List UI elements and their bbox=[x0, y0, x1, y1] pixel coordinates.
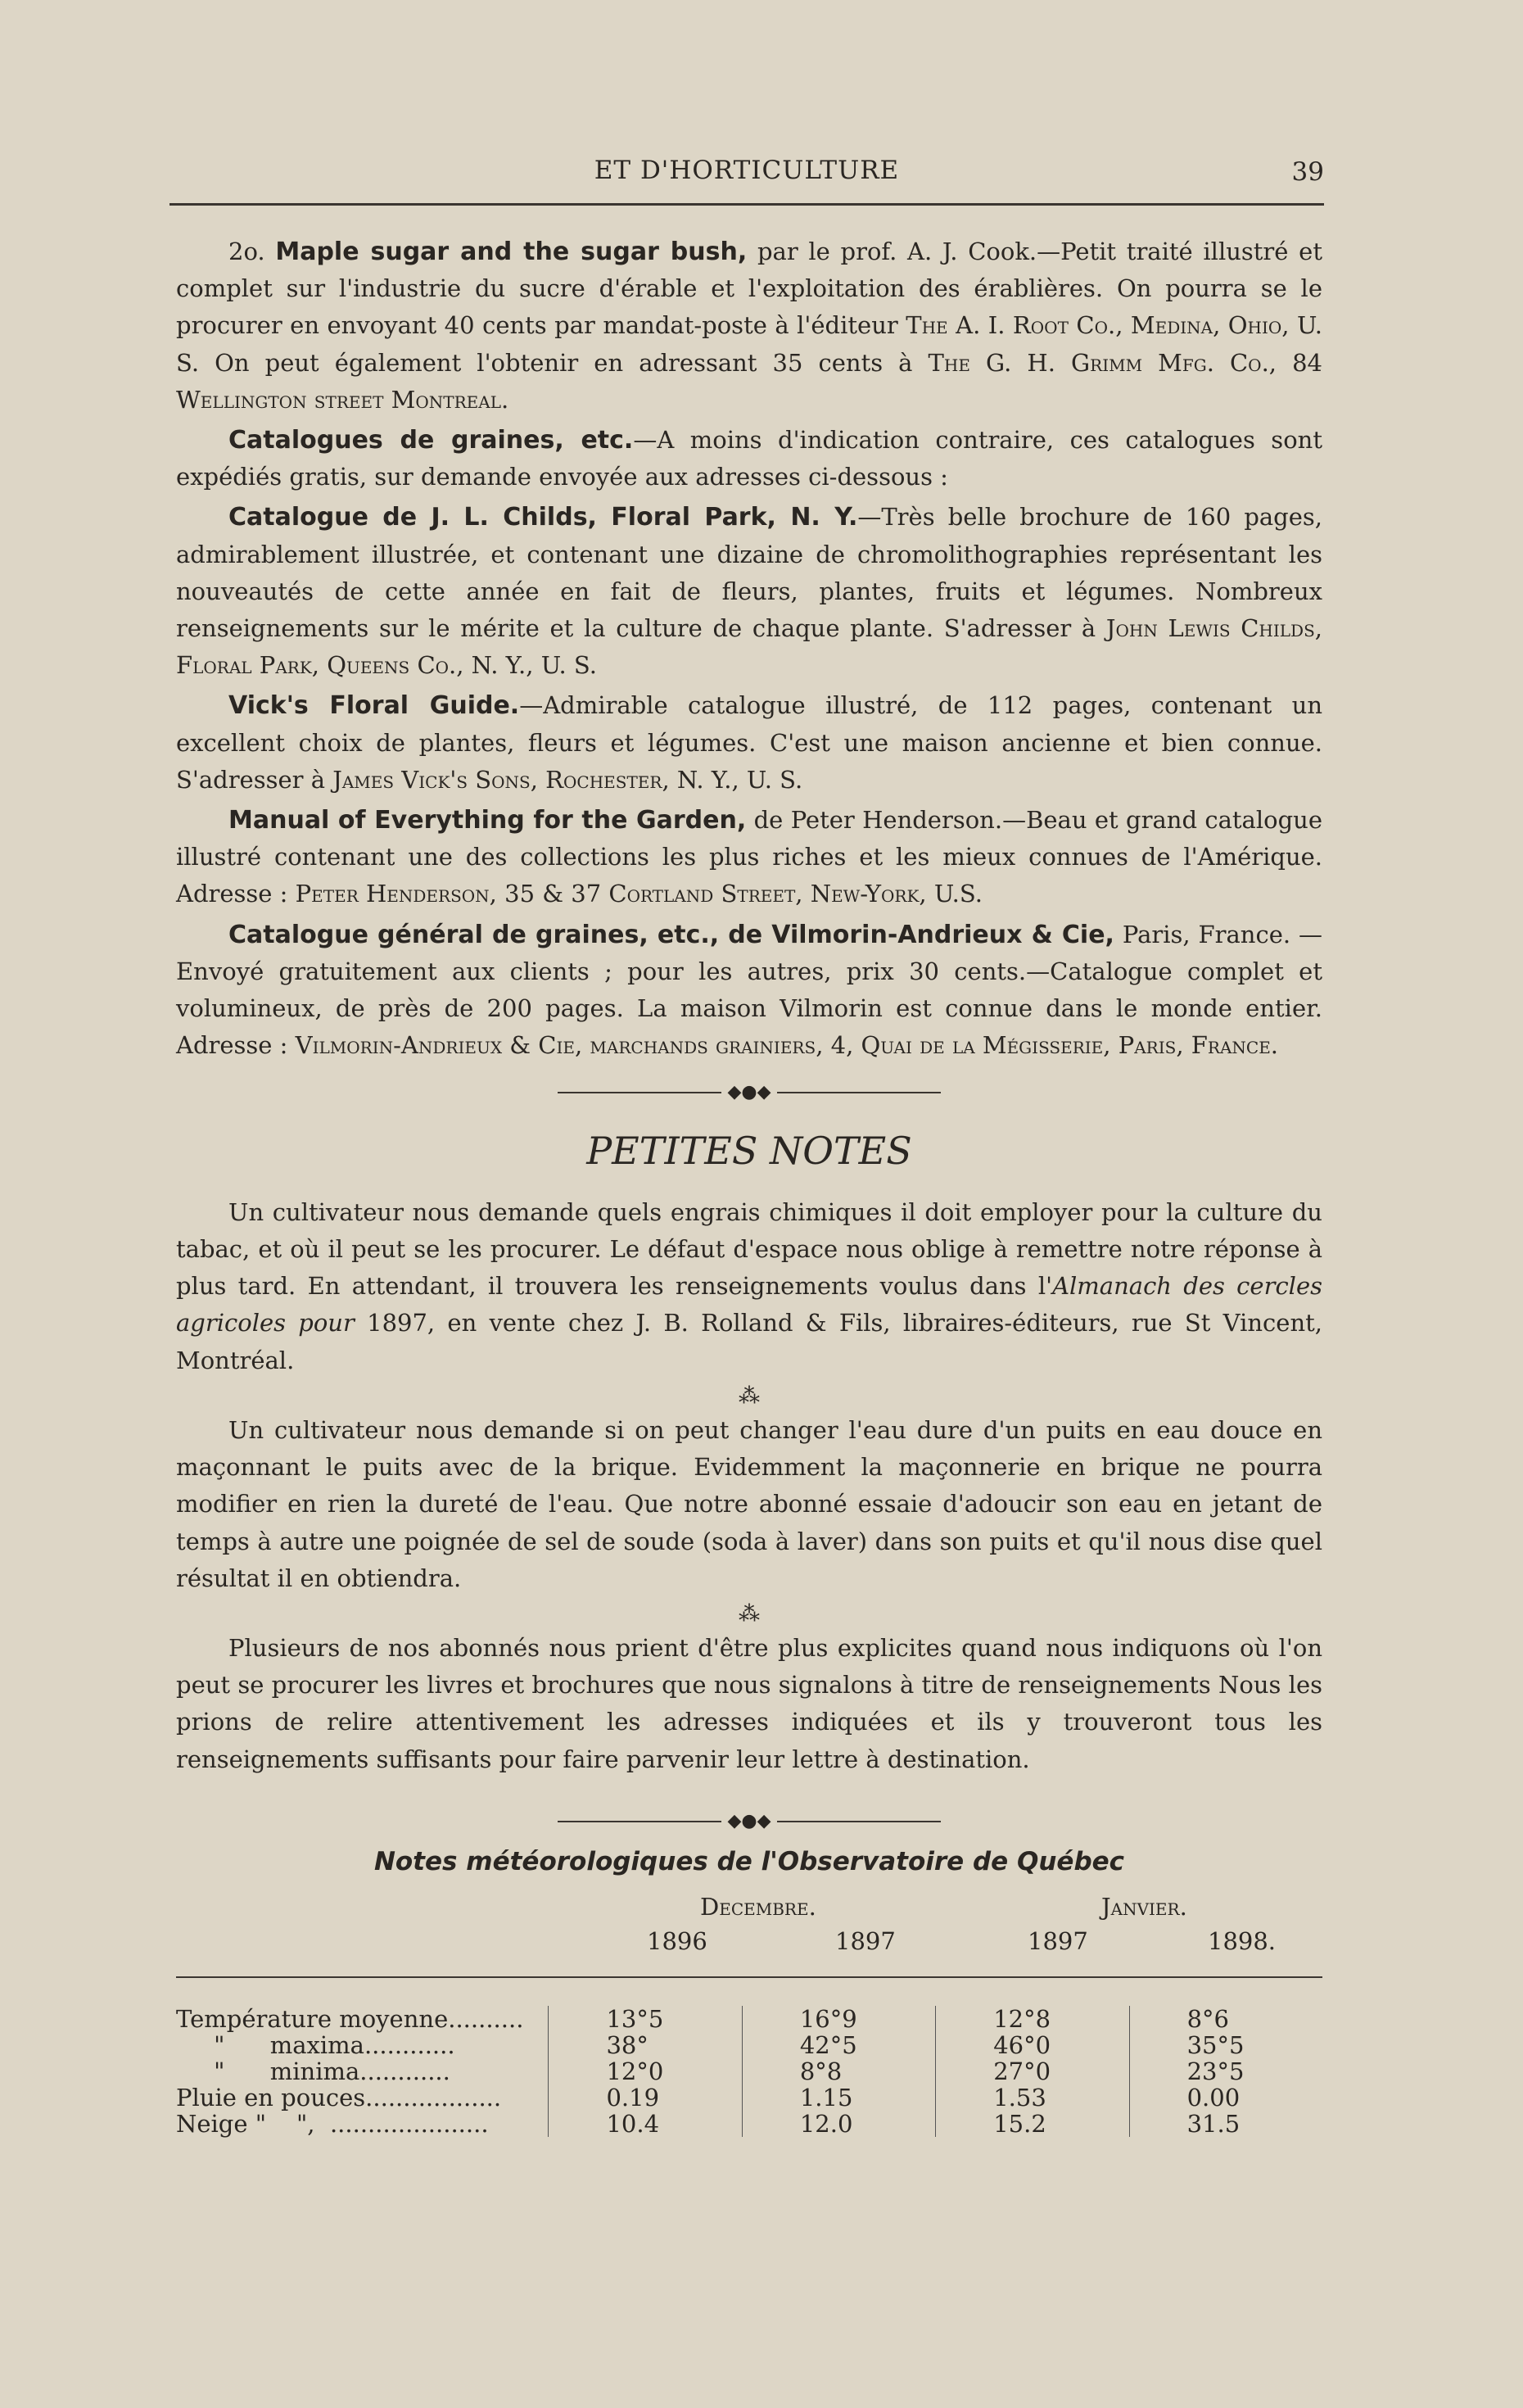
note-italic: Almanach des cercles agricoles pour bbox=[176, 1272, 1322, 1338]
table-row bbox=[176, 2058, 1322, 2084]
cell: 12°8 bbox=[936, 2006, 1129, 2032]
weather-table bbox=[176, 1847, 1322, 2137]
cell: 15.2 bbox=[936, 2111, 1129, 2137]
note-text: 1897, en vente chez J. B. Rolland & Fils, libraires-éditeurs, rue St Vincent, Montréal. bbox=[176, 1309, 1323, 1374]
note-1 bbox=[176, 1194, 1322, 1379]
cell: 38° bbox=[549, 2032, 742, 2058]
table-row bbox=[176, 2006, 1322, 2032]
cell: 8°6 bbox=[1186, 2005, 1229, 2033]
entry-address: John Lewis Childs, Floral Park, Queens Co., N. Y., U. S. bbox=[176, 614, 1323, 680]
note-text: Un cultivateur nous demande quels engrais chimiques il doit employer pour la culture du tabac, et où il peut se les procurer. Le défaut d'espace nous oblige à remettre notre réponse à plus tard. En attendant, il trouvera les renseignements voulus dans l' bbox=[176, 1197, 1322, 1301]
entry-title: Maple sugar and the sugar bush, bbox=[275, 238, 748, 266]
cell: 10.4 bbox=[549, 2111, 742, 2137]
entry-address: James Vick's Sons, Rochester, N. Y., U. S. bbox=[332, 765, 803, 794]
cell: 8°8 bbox=[742, 2058, 935, 2084]
cell: 12.0 bbox=[742, 2111, 935, 2137]
cell: 12°0 bbox=[549, 2058, 742, 2084]
table-rule bbox=[176, 1976, 1322, 1978]
row-label: Température moyenne.......... bbox=[176, 2006, 549, 2032]
paragraph-childs bbox=[176, 499, 1322, 684]
paragraph-vick bbox=[176, 687, 1322, 799]
running-header bbox=[169, 156, 1324, 193]
item-number: 2o. bbox=[228, 238, 265, 265]
row-label: Pluie en pouces.................. bbox=[176, 2084, 549, 2111]
entry-title: Manual of Everything for the Garden, bbox=[228, 806, 747, 835]
cell: 35°5 bbox=[1186, 2031, 1245, 2059]
row-label: Neige " ", ..................... bbox=[176, 2111, 549, 2137]
asterism: ⁂ bbox=[739, 1601, 760, 1627]
asterism: ⁂ bbox=[739, 1383, 760, 1409]
cell: 0.00 bbox=[1186, 2084, 1241, 2112]
entry-text: —A moins d'indication contraire, ces catalogues sont expédiés gratis, sur demande envoyée aux adresses ci-dessous : bbox=[176, 426, 1322, 491]
cell: 46°0 bbox=[936, 2032, 1129, 2058]
cell: 27°0 bbox=[936, 2058, 1129, 2084]
entry-text: —Admirable catalogue illustré, de 112 pages, contenant un excellent choix de plantes, fleurs et légumes. C'est une maison ancienne et bien connue. S'adresser à bbox=[176, 691, 1322, 794]
table-header bbox=[176, 1893, 1322, 1968]
entry-title: Catalogues de graines, etc. bbox=[228, 426, 634, 455]
cell: 16°9 bbox=[742, 2006, 935, 2032]
entry-text: —Très belle brochure de 160 pages, admirablement illustrée, et contenant une dizaine de chromolithographies représentant les nouveautés de cette année en fait de fleurs, plantes, fruits et légumes. Nombreux renseignements sur le mérite et la culture de chaque plante. S'adresser à bbox=[176, 503, 1322, 643]
cell: 0.19 bbox=[549, 2084, 742, 2111]
table-caption: Notes météorologiques de l'Observatoire de Québec bbox=[373, 1847, 1125, 1876]
row-label: " maxima............ bbox=[176, 2032, 549, 2058]
entry-title: Catalogue de J. L. Childs, Floral Park, N. Y. bbox=[228, 503, 858, 532]
cell: 31.5 bbox=[1186, 2110, 1241, 2138]
month-january: Janvier. bbox=[1101, 1893, 1187, 1921]
entry-address: The A. I. Root Co., Medina, Ohio, U. S. bbox=[176, 311, 1322, 377]
paragraph-catalogues bbox=[176, 422, 1322, 496]
table-row bbox=[176, 2111, 1322, 2137]
note-3: Plusieurs de nos abonnés nous prient d'être plus explicites quand nous indiquons où l'on peut se procurer les livres et brochures que nous signalons à titre de renseignements Nous les prions de relire attentivement les adresses indiquées et ils y trouveront tous les renseignements suffisants pour faire parvenir leur lettre à destination. bbox=[176, 1633, 1322, 1773]
running-title: ET D'HORTICULTURE bbox=[594, 156, 900, 185]
cell: 1.53 bbox=[936, 2084, 1129, 2111]
note-2: Un cultivateur nous demande si on peut changer l'eau dure d'un puits en eau douce en maçonnant le puits avec de la brique. Evidemment la maçonnerie en brique ne pourra modifier en rien la dureté de l'eau. Que notre abonné essaie d'adoucir son eau en jetant de temps à autre une poignée de sel de soude (soda à laver) dans son puits et qu'il nous dise quel résultat il en obtiendra. bbox=[176, 1415, 1322, 1592]
entry-address: The G. H. Grimm Mfg. Co., 84 Wellington street Montreal. bbox=[176, 348, 1322, 414]
year-col-2: 1897 bbox=[835, 1927, 896, 1955]
entry-text: par le prof. A. J. Cook.—Petit traité illustré et complet sur l'industrie du sucre d'érable et l'exploitation des érablières. On pourra se le procurer en envoyant 40 cents par mandat-poste à l'éditeur bbox=[176, 238, 1322, 340]
ornament-divider: ◆●◆ bbox=[176, 1074, 1322, 1111]
year-col-4: 1898. bbox=[1208, 1927, 1277, 1955]
cell: 42°5 bbox=[742, 2032, 935, 2058]
table-body bbox=[176, 2006, 1322, 2137]
cell: 1.15 bbox=[742, 2084, 935, 2111]
table-row bbox=[176, 2084, 1322, 2111]
entry-address: Vilmorin-Andrieux & Cie, marchands grainiers, 4, Quai de la Mégisserie, Paris, France. bbox=[295, 1031, 1279, 1060]
header-rule bbox=[169, 203, 1324, 206]
entry-text: On peut également l'obtenir en adressant 35 cents à bbox=[199, 348, 929, 377]
ornament-divider: ◆●◆ bbox=[176, 1803, 1322, 1840]
body-text bbox=[176, 233, 1322, 1849]
page-number: 39 bbox=[1291, 157, 1324, 187]
paragraph-maple bbox=[176, 233, 1322, 419]
section-title: PETITES NOTES bbox=[586, 1128, 912, 1173]
entry-title: Catalogue général de graines, etc., de Vilmorin-Andrieux & Cie, bbox=[228, 920, 1114, 949]
entry-title: Vick's Floral Guide. bbox=[228, 691, 520, 721]
table-row bbox=[176, 2032, 1322, 2058]
entry-address: Peter Henderson, 35 & 37 Cortland Street, New-York, U.S. bbox=[295, 880, 983, 908]
paragraph-vilmorin bbox=[176, 917, 1322, 1065]
year-col-3: 1897 bbox=[1028, 1927, 1088, 1955]
cell: 23°5 bbox=[1186, 2057, 1245, 2085]
paragraph-manual bbox=[176, 802, 1322, 913]
row-label: " minima............ bbox=[176, 2058, 549, 2084]
year-col-1: 1896 bbox=[647, 1927, 707, 1955]
entry-text: de Peter Henderson.—Beau et grand catalogue illustré contenant une des collections les plus riches et les mieux connues de l'Amérique. Adresse : bbox=[176, 806, 1322, 908]
entry-text: Paris, France. —Envoyé gratuitement aux clients ; pour les autres, prix 30 cents.—Catalogue complet et volumineux, de près de 200 pages. La maison Vilmorin est connue dans le monde entier. Adresse : bbox=[176, 920, 1323, 1060]
month-december: Decembre. bbox=[700, 1893, 816, 1921]
cell: 13°5 bbox=[549, 2006, 742, 2032]
